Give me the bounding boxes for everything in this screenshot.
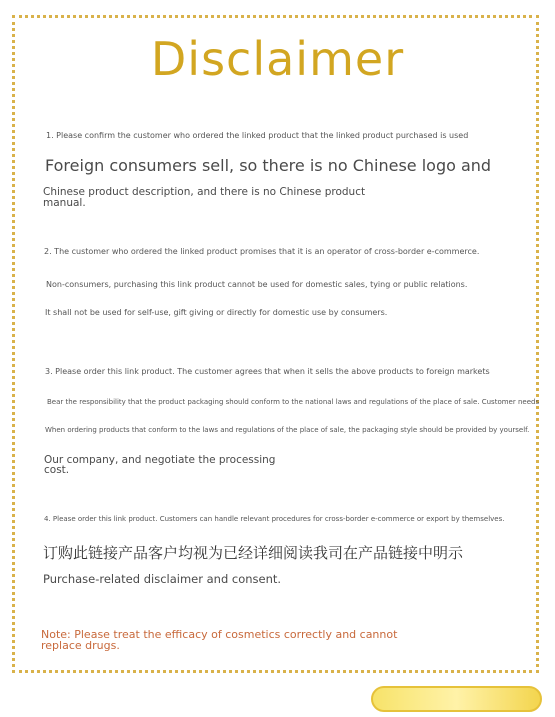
section-1-line-1: 1. Please confirm the customer who ordered the linked product that the linked product purchased is used — [46, 131, 469, 140]
section-3-line-5: cost. — [44, 464, 70, 476]
section-3-line-3: When ordering products that conform to the laws and regulations of the place of sale, the packaging style should be provided by yourself. — [45, 426, 530, 434]
note-line-2: replace drugs. — [41, 639, 120, 652]
section-1-line-4: manual. — [43, 197, 86, 209]
section-4-line-1: 4. Please order this link product. Customers can handle relevant procedures for cross-border e-commerce or export by themselves. — [44, 515, 505, 523]
section-3-line-4: Our company, and negotiate the processing — [44, 454, 276, 466]
section-2-line-1: 2. The customer who ordered the linked product promises that it is an operator of cross-border e-commerce. — [44, 247, 480, 256]
section-4-line-3: Purchase-related disclaimer and consent. — [43, 572, 282, 586]
section-4-line-2-chinese: 订购此链接产品客户均视为已经详细阅读我司在产品链接中明示 — [43, 544, 464, 562]
note-line-1: Note: Please treat the efficacy of cosmetics correctly and cannot — [41, 628, 398, 641]
section-1-line-3: Chinese product description, and there is no Chinese product — [43, 186, 366, 198]
section-2-line-2: Non-consumers, purchasing this link product cannot be used for domestic sales, tying or public relations. — [46, 280, 468, 289]
section-3-line-2: Bear the responsibility that the product packaging should conform to the national laws and regulations of the place of sale. Customer needs — [47, 398, 540, 406]
decorative-gold-bar — [371, 686, 542, 712]
section-3-line-1: 3. Please order this link product. The customer agrees that when it sells the above products to foreign markets — [45, 367, 490, 376]
section-2-line-3: It shall not be used for self-use, gift giving or directly for domestic use by consumers. — [45, 308, 388, 317]
section-1-line-2: Foreign consumers sell, so there is no Chinese logo and — [45, 156, 492, 175]
page-title: Disclaimer — [150, 32, 405, 86]
